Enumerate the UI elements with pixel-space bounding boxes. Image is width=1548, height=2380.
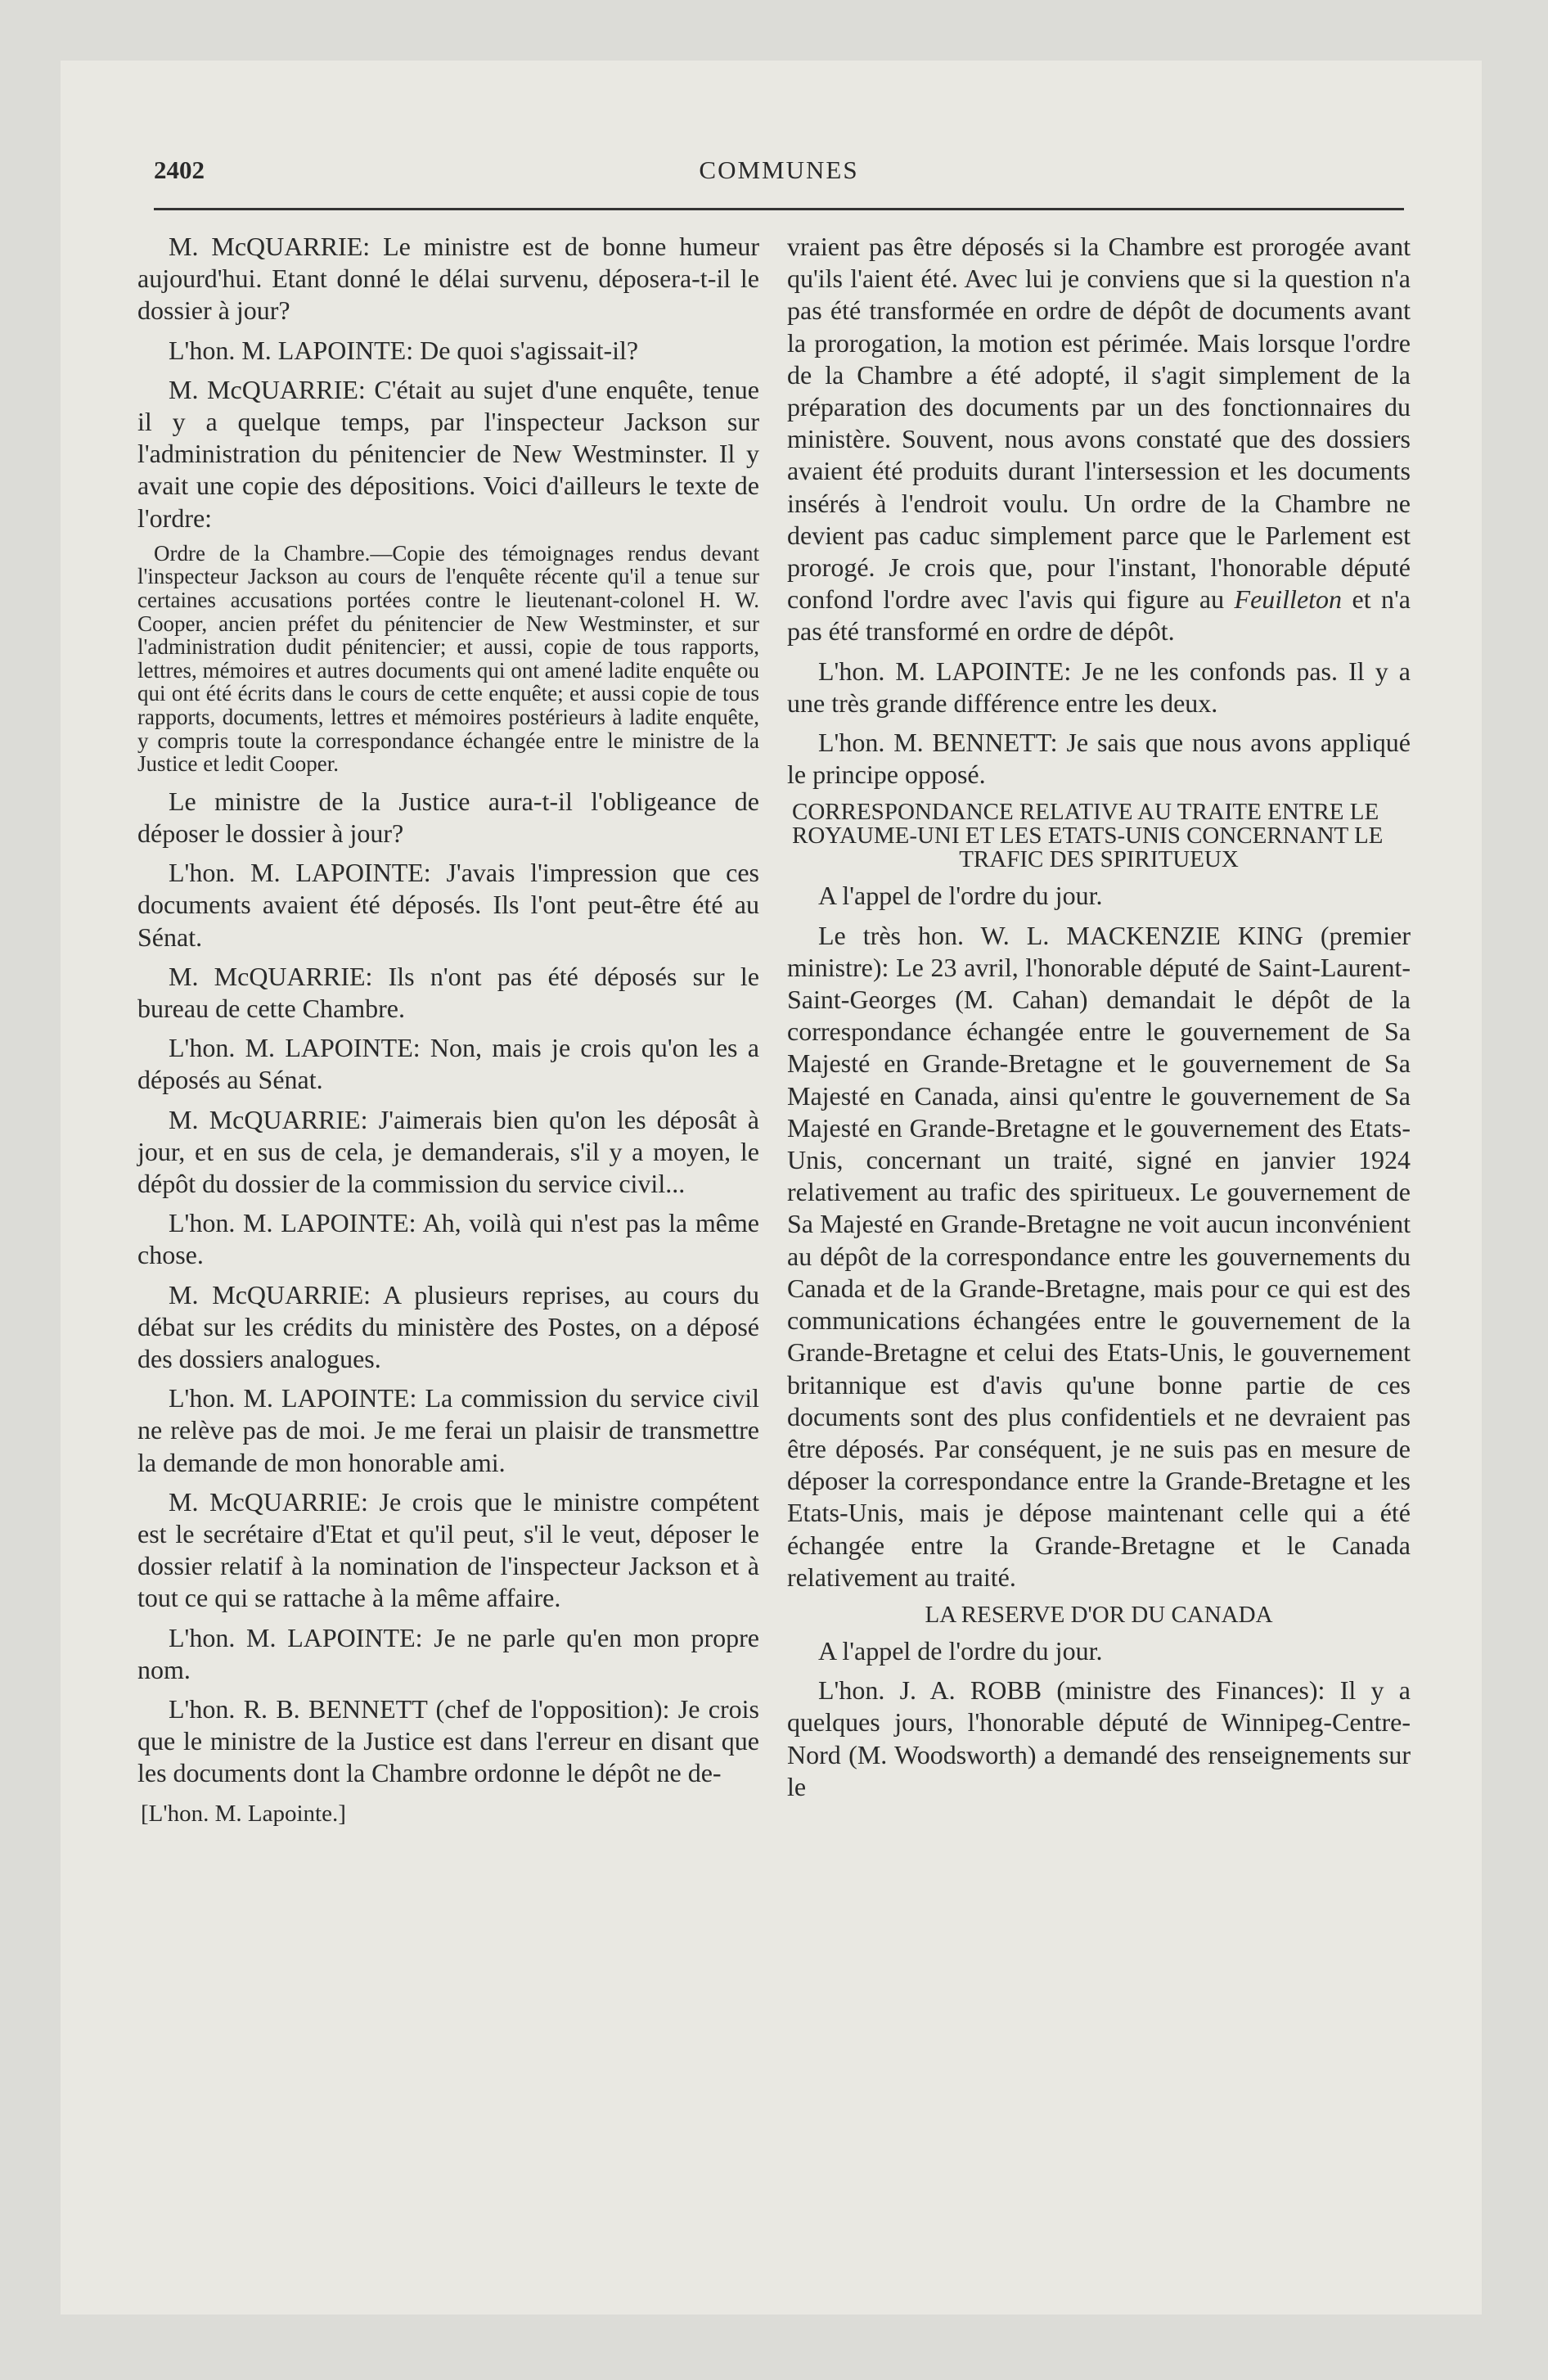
section-title-treaty: CORRESPONDANCE RELATIVE AU TRAITE ENTRE LE ROYAUME-UNI ET LES ETATS-UNIS CONCERNANT LE TRAFIC DES SPIRITUEUX bbox=[792, 799, 1384, 873]
paragraph: A l'appel de l'ordre du jour. bbox=[818, 881, 1103, 911]
header-rule bbox=[154, 208, 1404, 210]
paragraph: M. McQUARRIE: C'était au sujet d'une enquête, tenue il y a quelque temps, par l'inspecteur Jackson sur l'administration du pénitencier de New Westminster. Il y avait une copie des dépositions. Voici d'ailleurs le texte de l'ordre: bbox=[137, 374, 759, 533]
paragraph: Le très hon. W. L. MACKENZIE KING (premier ministre): Le 23 avril, l'honorable député de Saint-Laurent-Saint-Georges (M. Cahan) demandait le dépôt de la correspondance échangée entre le gouvernement de Sa Majesté en Grande-Bretagne et le gouvernement de Sa Majesté en Canada, ainsi qu'entre le gouvernement de Sa Majesté en Grande-Bretagne et le gouvernement des Etats-Unis, concernant un traité, signé en janvier 1924 relativement au trafic des spiritueux. Le gouvernement de Sa Majesté en Grande-Bretagne ne voit aucun inconvénient au dépôt de la correspondance entre les gouvernements du Canada et de la Grande-Bretagne, mais pour ce qui est des communications échangées entre le gouvernement de la Grande-Bretagne et celui des Etats-Unis, le gouvernement britannique est d'avis qu'une bonne partie de ces documents sont des plus confidentiels et ne devraient pas être déposés. Par conséquent, je ne suis pas en mesure de déposer la correspondance entre la Grande-Bretagne et les Etats-Unis, mais je dépose maintenant celle qui a été échangée entre la Grande-Bretagne et le Canada relativement au traité. bbox=[787, 920, 1411, 1592]
paragraph: M. McQUARRIE: A plusieurs reprises, au cours du débat sur les crédits du ministère des Postes, on a déposé des dossiers analogues. bbox=[137, 1279, 759, 1374]
left-column bbox=[137, 231, 759, 1837]
paragraph-text: vraient pas être déposés si la Chambre est prorogée avant qu'ils l'aient été. Avec lui je conviens que si la question n'a pas été transformée en ordre de dépôt de documents avant la prorogation, la motion est périmée. Mais lorsque l'ordre de la Chambre a été adopté, il s'agit simplement de la préparation des documents par un des fonctionnaires du ministère. Souvent, nous avons constaté que des dossiers avaient été produits durant l'intersession et les documents insérés à l'endroit voulu. Un ordre de la Chambre ne devient pas caduc simplement parce que le Parlement est prorogé. Je crois que, pour l'instant, l'honorable député confond l'ordre avec l'avis qui figure au bbox=[787, 232, 1411, 615]
paragraph: M. McQUARRIE: Ils n'ont pas été déposés sur le bureau de cette Chambre. bbox=[137, 961, 759, 1023]
paragraph: L'hon. M. LAPOINTE: J'avais l'impression que ces documents avaient été déposés. Ils l'ont peut-être été au Sénat. bbox=[137, 858, 759, 952]
speaker-footer: [L'hon. M. Lapointe.] bbox=[141, 1800, 346, 1827]
running-head: COMMUNES bbox=[699, 156, 859, 184]
paragraph: L'hon. M. LAPOINTE: Non, mais je crois qu'on les a déposés au Sénat. bbox=[137, 1033, 759, 1095]
paragraph: A l'appel de l'ordre du jour. bbox=[818, 1635, 1103, 1666]
order-quote: Ordre de la Chambre.—Copie des témoignages rendus devant l'inspecteur Jackson au cours de l'enquête récente qu'il a tenue sur certaines accusations portées contre le lieutenant-colonel H. W. Cooper, ancien préfet du pénitencier de New Westminster, et sur l'administration dudit pénitencier; et aussi, copie de tous rapports, lettres, mémoires et autres documents qui ont amené ladite enquête ou qui ont été écrits dans le cours de cette enquête; et aussi copie de tous rapports, documents, lettres et mémoires postérieurs à ladite enquête, y compris toute la correspondance échangée entre le ministre de la Justice et ledit Cooper. bbox=[137, 540, 759, 777]
paragraph: M. McQUARRIE: Je crois que le ministre compétent est le secrétaire d'Etat et qu'il peut, s'il le veut, déposer le dossier relatif à la nomination de l'inspecteur Jackson et à tout ce qui se rattache à la même affaire. bbox=[137, 1486, 759, 1613]
paragraph: Le ministre de la Justice aura-t-il l'obligeance de déposer le dossier à jour? bbox=[137, 786, 759, 848]
paragraph: M. McQUARRIE: J'aimerais bien qu'on les déposât à jour, et en sus de cela, je demanderais, s'il y a moyen, le dépôt du dossier de la commission du service civil... bbox=[137, 1104, 759, 1198]
page-header bbox=[154, 156, 1404, 188]
paragraph: L'hon. J. A. ROBB (ministre des Finances): Il y a quelques jours, l'honorable député de Winnipeg-Centre-Nord (M. Woodsworth) a demandé des renseignements sur le bbox=[787, 1675, 1411, 1801]
paragraph: L'hon. R. B. BENNETT (chef de l'opposition): Je crois que le ministre de la Justice est dans l'erreur en disant que les documents dont la Chambre ordonne le dépôt ne de- bbox=[137, 1694, 759, 1788]
page-number: 2402 bbox=[154, 156, 205, 184]
paragraph: L'hon. M. LAPOINTE: La commission du service civil ne relève pas de moi. Je me ferai un plaisir de transmettre la demande de mon honorable ami. bbox=[137, 1383, 759, 1477]
section-title-gold-reserve: LA RESERVE D'OR DU CANADA bbox=[925, 1601, 1273, 1628]
right-column bbox=[787, 231, 1411, 1810]
paragraph: L'hon. M. BENNETT: Je sais que nous avons appliqué le principe opposé. bbox=[787, 728, 1411, 790]
paragraph: L'hon. M. LAPOINTE: De quoi s'agissait-il? bbox=[169, 335, 639, 365]
paragraph: M. McQUARRIE: Le ministre est de bonne humeur aujourd'hui. Etant donné le délai survenu, déposera-t-il le dossier à jour? bbox=[137, 232, 759, 326]
feuilleton-italic: Feuilleton bbox=[1234, 584, 1343, 615]
paragraph: L'hon. M. LAPOINTE: Je ne parle qu'en mon propre nom. bbox=[137, 1622, 759, 1684]
paragraph-continued bbox=[787, 231, 1411, 648]
paragraph-text: et n'a pas été transformé en ordre de dépôt. bbox=[787, 584, 1411, 647]
paragraph: L'hon. M. LAPOINTE: Ah, voilà qui n'est pas la même chose. bbox=[137, 1208, 759, 1270]
paragraph: L'hon. M. LAPOINTE: Je ne les confonds pas. Il y a une très grande différence entre les deux. bbox=[787, 656, 1411, 718]
